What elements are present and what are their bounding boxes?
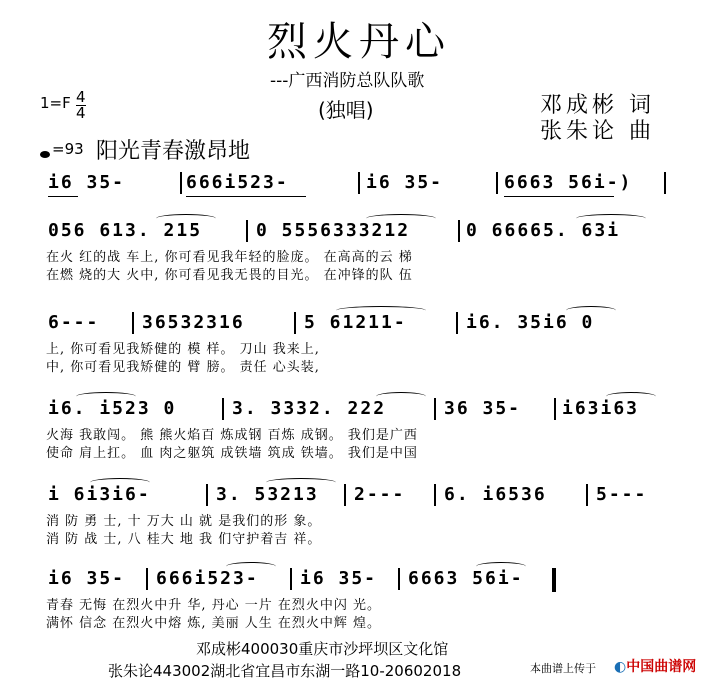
measure: 0 66665. 63i — [466, 220, 621, 241]
slur-mark — [576, 214, 646, 223]
measure: 666i523- — [156, 568, 259, 589]
score-system-6 — [46, 568, 666, 632]
logo-mark-icon: ◐ — [614, 659, 627, 675]
score-system-4 — [46, 398, 666, 462]
measure: 5--- — [596, 484, 648, 505]
barline — [358, 172, 360, 194]
score-system-1 — [46, 172, 666, 212]
lyric-line-1: 上, 你可看见我矫健的 模 样。 刀山 我来上, — [46, 342, 320, 357]
slur-mark — [366, 214, 436, 223]
song-title: 烈火丹心 — [267, 19, 451, 65]
measure: i6. 35i6 0 — [466, 312, 595, 333]
meter-top: 4 — [76, 88, 86, 106]
slur-mark — [266, 478, 336, 487]
barline — [180, 172, 182, 194]
lyric-line-2: 使命 肩上扛。 血 肉之躯筑 成铁墙 筑成 铁墙。 我们是中国 — [46, 446, 418, 461]
lyric-line-1: 青春 无悔 在烈火中升 华, 丹心 一片 在烈火中闪 光。 — [46, 598, 382, 613]
barline — [132, 312, 134, 334]
slur-mark — [336, 306, 426, 315]
barline — [664, 172, 666, 194]
slur-mark — [376, 392, 426, 401]
upload-note: 本曲谱上传于 — [530, 662, 596, 675]
measure: 3. 53213 — [216, 484, 319, 505]
barline — [496, 172, 498, 194]
measure: 3. 3332. 222 — [232, 398, 387, 419]
barline — [222, 398, 224, 420]
measure: i 6i3i6- — [48, 484, 151, 505]
barline — [290, 568, 292, 590]
lyric-line-1: 在火 红的战 车上, 你可看见我年轻的脸庞。 在高高的云 梯 — [46, 250, 413, 265]
barline — [344, 484, 346, 506]
measure: 36532316 — [142, 312, 245, 333]
score-system-5 — [46, 484, 666, 548]
final-barline — [552, 568, 556, 592]
meter-bottom: 4 — [76, 104, 86, 122]
barline — [434, 398, 436, 420]
score-system-2 — [46, 220, 666, 284]
barline — [206, 484, 208, 506]
measure: 6663 56i- — [408, 568, 524, 589]
measure: 5 61211- — [304, 312, 407, 333]
score-system-3 — [46, 312, 666, 376]
lyric-line-2: 消 防 战 士, 八 桂大 地 我 们守护着吉 祥。 — [46, 532, 322, 547]
tempo-marking — [40, 140, 84, 158]
measure: i6 35- — [48, 568, 126, 589]
song-subtitle: ---广西消防总队队歌 — [270, 71, 425, 91]
tempo-value: =93 — [52, 140, 84, 158]
slur-mark — [476, 562, 526, 571]
lyric-line-2: 在燃 烧的大 火中, 你可看见我无畏的目光。 在冲锋的队 伍 — [46, 268, 413, 283]
measure: 6663 56i-) — [504, 172, 633, 193]
barline — [294, 312, 296, 334]
slur-mark — [76, 392, 136, 401]
lyric-line-2: 满怀 信念 在烈火中熔 炼, 美丽 人生 在烈火中辉 煌。 — [46, 616, 382, 631]
logo-text: 中国曲谱网 — [626, 659, 697, 675]
slur-mark — [156, 214, 216, 223]
beam-line — [504, 196, 614, 197]
lyric-line-1: 火海 我敢闯。 熊 熊火焰百 炼成钢 百炼 成钢。 我们是广西 — [46, 428, 418, 443]
measure: i63i63 — [562, 398, 640, 419]
lyricist-credit: 邓成彬 词 — [540, 93, 655, 118]
measure: 6--- — [48, 312, 100, 333]
contact-line-1: 邓成彬400030重庆市沙坪坝区文化馆 — [196, 640, 449, 658]
measure: 0 5556333212 — [256, 220, 411, 241]
measure: 056 613. 215 — [48, 220, 203, 241]
barline — [146, 568, 148, 590]
slur-mark — [90, 478, 150, 487]
barline — [456, 312, 458, 334]
measure: 6. i6536 — [444, 484, 547, 505]
barline — [458, 220, 460, 242]
beam-line — [186, 196, 306, 197]
site-logo[interactable] — [614, 656, 696, 676]
expression-text: 阳光青春激昂地 — [96, 139, 251, 164]
measure: 666i523- — [186, 172, 289, 193]
barline — [434, 484, 436, 506]
composer-credit: 张朱论 曲 — [540, 119, 655, 144]
quarter-note-icon — [40, 151, 50, 158]
measure: i6 35- — [366, 172, 444, 193]
measure: i6. i523 0 — [48, 398, 177, 419]
measure: i6 35- — [300, 568, 378, 589]
barline — [246, 220, 248, 242]
slur-mark — [226, 562, 276, 571]
slur-mark — [566, 306, 616, 315]
contact-line-2: 张朱论443002湖北省宜昌市东湖一路10-20602018 — [108, 662, 462, 680]
measure: i6 35- — [48, 172, 126, 193]
time-signature — [76, 90, 86, 121]
barline — [398, 568, 400, 590]
barline — [554, 398, 556, 420]
key-signature: 1=F — [40, 94, 71, 112]
slur-mark — [606, 392, 656, 401]
lyric-line-1: 消 防 勇 士, 十 万大 山 就 是我们的形 象。 — [46, 514, 322, 529]
measure: 2--- — [354, 484, 406, 505]
performance-mode: (独唱) — [318, 98, 374, 122]
measure: 36 35- — [444, 398, 522, 419]
barline — [586, 484, 588, 506]
lyric-line-2: 中, 你可看见我矫健的 臂 膀。 责任 心头装, — [46, 360, 320, 375]
beam-line — [48, 196, 78, 197]
